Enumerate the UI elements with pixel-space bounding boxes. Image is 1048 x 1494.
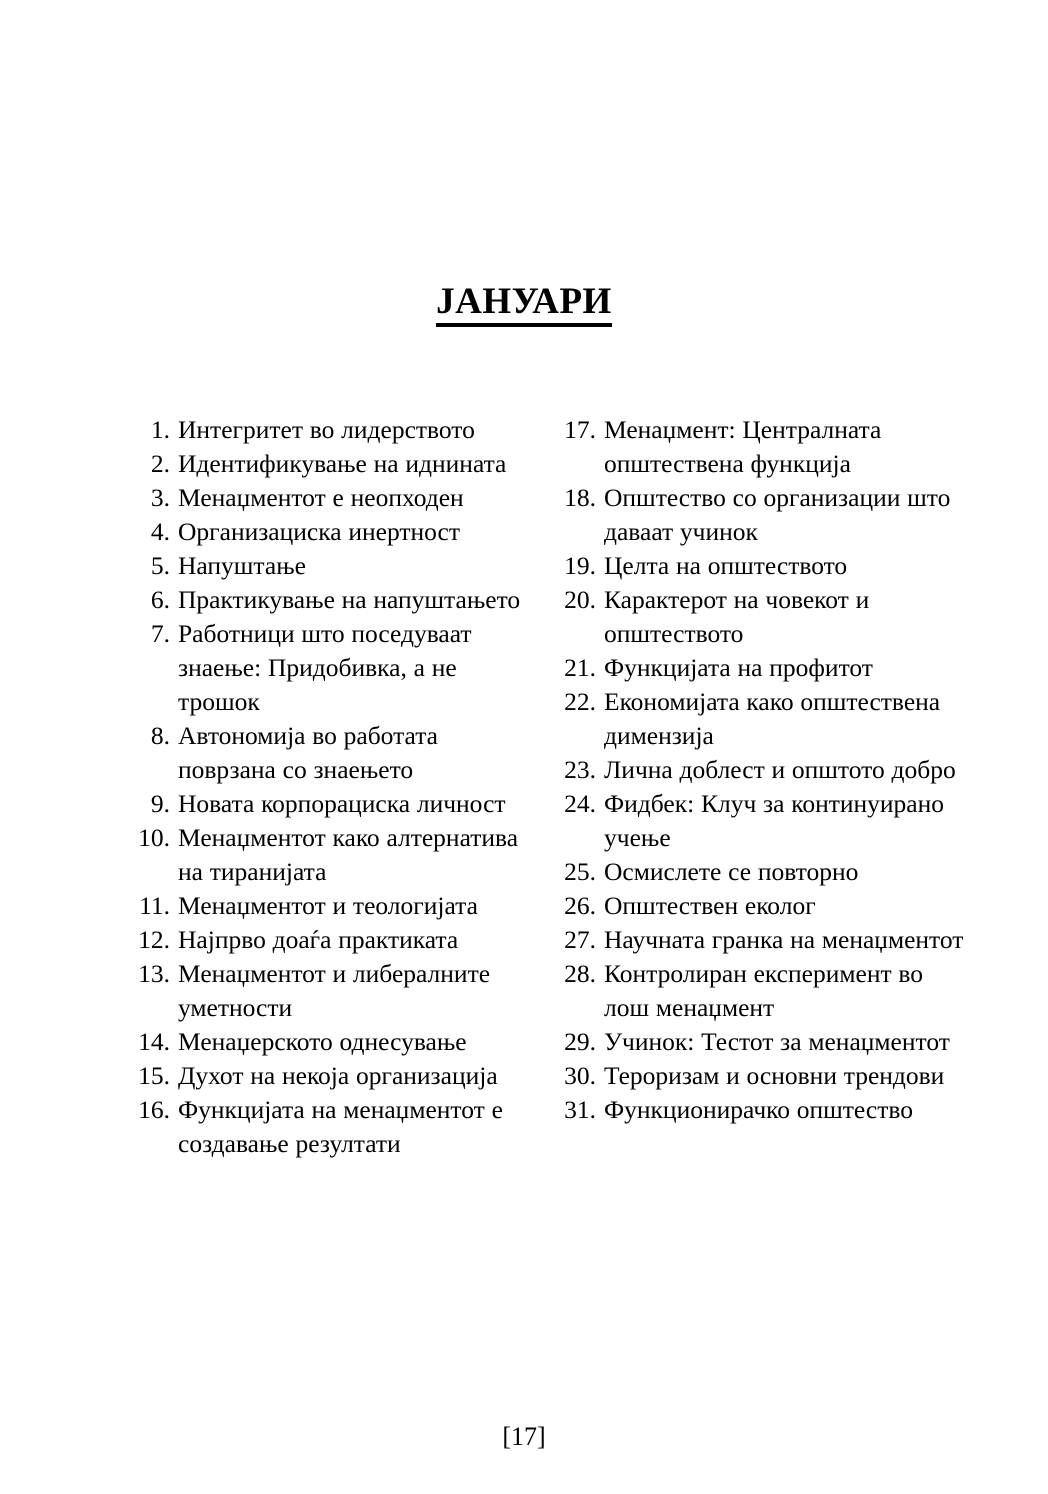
- list-item: [126, 1059, 530, 1093]
- list-item-number: 1.: [150, 415, 170, 444]
- list-item-number: 19.: [564, 551, 596, 580]
- list-item-number: 30.: [564, 1061, 596, 1090]
- list-item-label: Практикување на напуштањето: [178, 585, 521, 614]
- list-item: [126, 549, 530, 583]
- list-item: [126, 821, 530, 889]
- list-item-label: Функционирачко општество: [604, 1095, 913, 1124]
- list-item-number: 13.: [138, 959, 170, 988]
- list-item-number: 14.: [138, 1027, 170, 1056]
- contents-column-left: [126, 413, 530, 1161]
- list-item-number: 7.: [150, 619, 170, 648]
- list-item-label: Менаџмент: Централната општествена функција: [604, 415, 882, 478]
- list-item-label: Интегритет во лидерството: [178, 415, 475, 444]
- list-item: [126, 1093, 530, 1161]
- list-item-label: Менаџментот и теологијата: [178, 891, 478, 920]
- list-item-number: 16.: [138, 1095, 170, 1124]
- list-item: [549, 855, 969, 889]
- list-item-number: 24.: [564, 789, 596, 818]
- list-item-label: Работници што поседуваат знаење: Придобивка, а не трошок: [178, 619, 472, 716]
- list-item-number: 9.: [150, 789, 170, 818]
- list-item-label: Целта на општеството: [604, 551, 848, 580]
- list-item: [549, 923, 969, 957]
- list-item-number: 25.: [564, 857, 596, 886]
- list-item: [549, 753, 969, 787]
- list-item-number: 17.: [564, 415, 596, 444]
- list-item-label: Менаџментот и либералните уметности: [178, 959, 491, 1022]
- list-item: [549, 685, 969, 753]
- list-item-label: Општествен еколог: [604, 891, 816, 920]
- list-item: [126, 719, 530, 787]
- list-item: [126, 447, 530, 481]
- list-item-number: 10.: [138, 823, 170, 852]
- list-item-label: Лична доблест и општото добро: [604, 755, 956, 784]
- list-item-number: 11.: [139, 891, 170, 920]
- list-item: [126, 787, 530, 821]
- list-item-label: Автономија во работата поврзана со знаењето: [178, 721, 438, 784]
- list-item: [549, 481, 969, 549]
- page-title: ЈАНУАРИ: [436, 283, 612, 327]
- list-item-number: 3.: [150, 483, 170, 512]
- list-item: [549, 413, 969, 481]
- list-item: [126, 583, 530, 617]
- list-item-label: Организациска инертност: [178, 517, 460, 546]
- list-item-number: 31.: [564, 1095, 596, 1124]
- list-item-label: Функцијата на профитот: [604, 653, 873, 682]
- contents-column-right: [549, 413, 969, 1127]
- list-item-number: 27.: [564, 925, 596, 954]
- list-item-label: Научната гранка на менаџментот: [604, 925, 964, 954]
- list-item-label: Тероризам и основни трендови: [604, 1061, 945, 1090]
- list-item-number: 5.: [150, 551, 170, 580]
- contents-list: [0, 413, 1048, 1273]
- list-item: [126, 889, 530, 923]
- list-item-label: Контролиран експеримент во лош менаџмент: [604, 959, 924, 1022]
- list-item-label: Менаџментот е неопходен: [178, 483, 464, 512]
- list-item-number: 21.: [564, 653, 596, 682]
- list-item: [126, 413, 530, 447]
- list-item: [126, 617, 530, 719]
- list-item-number: 28.: [564, 959, 596, 988]
- page-number: [17]: [502, 1422, 546, 1451]
- list-item: [549, 583, 969, 651]
- list-item-number: 26.: [564, 891, 596, 920]
- list-item-label: Фидбек: Клуч за континуирано учење: [604, 789, 945, 852]
- list-item: [126, 481, 530, 515]
- list-item-label: Учинок: Тестот за менаџментот: [604, 1027, 950, 1056]
- list-item-label: Менаџерското однесување: [178, 1027, 467, 1056]
- list-item: [549, 549, 969, 583]
- list-item-label: Духот на некоја организација: [178, 1061, 498, 1090]
- list-item-number: 18.: [564, 483, 596, 512]
- list-item: [126, 515, 530, 549]
- list-item-label: Напуштање: [178, 551, 306, 580]
- list-item: [126, 957, 530, 1025]
- list-item-number: 8.: [150, 721, 170, 750]
- list-item-number: 4.: [150, 517, 170, 546]
- list-item-label: Економијата како општествена димензија: [604, 687, 941, 750]
- list-item-number: 6.: [150, 585, 170, 614]
- list-item: [549, 1093, 969, 1127]
- list-item: [549, 957, 969, 1025]
- list-item: [549, 889, 969, 923]
- list-item: [549, 787, 969, 855]
- list-item: [126, 923, 530, 957]
- list-item-number: 22.: [564, 687, 596, 716]
- list-item: [549, 651, 969, 685]
- list-item-label: Карактерот на човекот и општеството: [604, 585, 870, 648]
- list-item-label: Новата корпорациска личност: [178, 789, 506, 818]
- list-item-label: Идентификување на иднината: [178, 449, 507, 478]
- list-item-label: Менаџментот како алтернатива на тиранијата: [178, 823, 519, 886]
- list-item: [549, 1025, 969, 1059]
- list-item-number: 15.: [138, 1061, 170, 1090]
- page-title-container: [0, 283, 1048, 327]
- list-item-number: 12.: [138, 925, 170, 954]
- list-item: [549, 1059, 969, 1093]
- list-item-label: Најпрво доаѓа практиката: [178, 925, 459, 954]
- list-item-number: 20.: [564, 585, 596, 614]
- list-item-label: Општество со организации што даваат учинок: [604, 483, 951, 546]
- list-item-label: Функцијата на менаџментот е создавање резултати: [178, 1095, 503, 1158]
- list-item-number: 29.: [564, 1027, 596, 1056]
- list-item-number: 2.: [150, 449, 170, 478]
- list-item-number: 23.: [564, 755, 596, 784]
- list-item: [126, 1025, 530, 1059]
- list-item-label: Осмислете се повторно: [604, 857, 859, 886]
